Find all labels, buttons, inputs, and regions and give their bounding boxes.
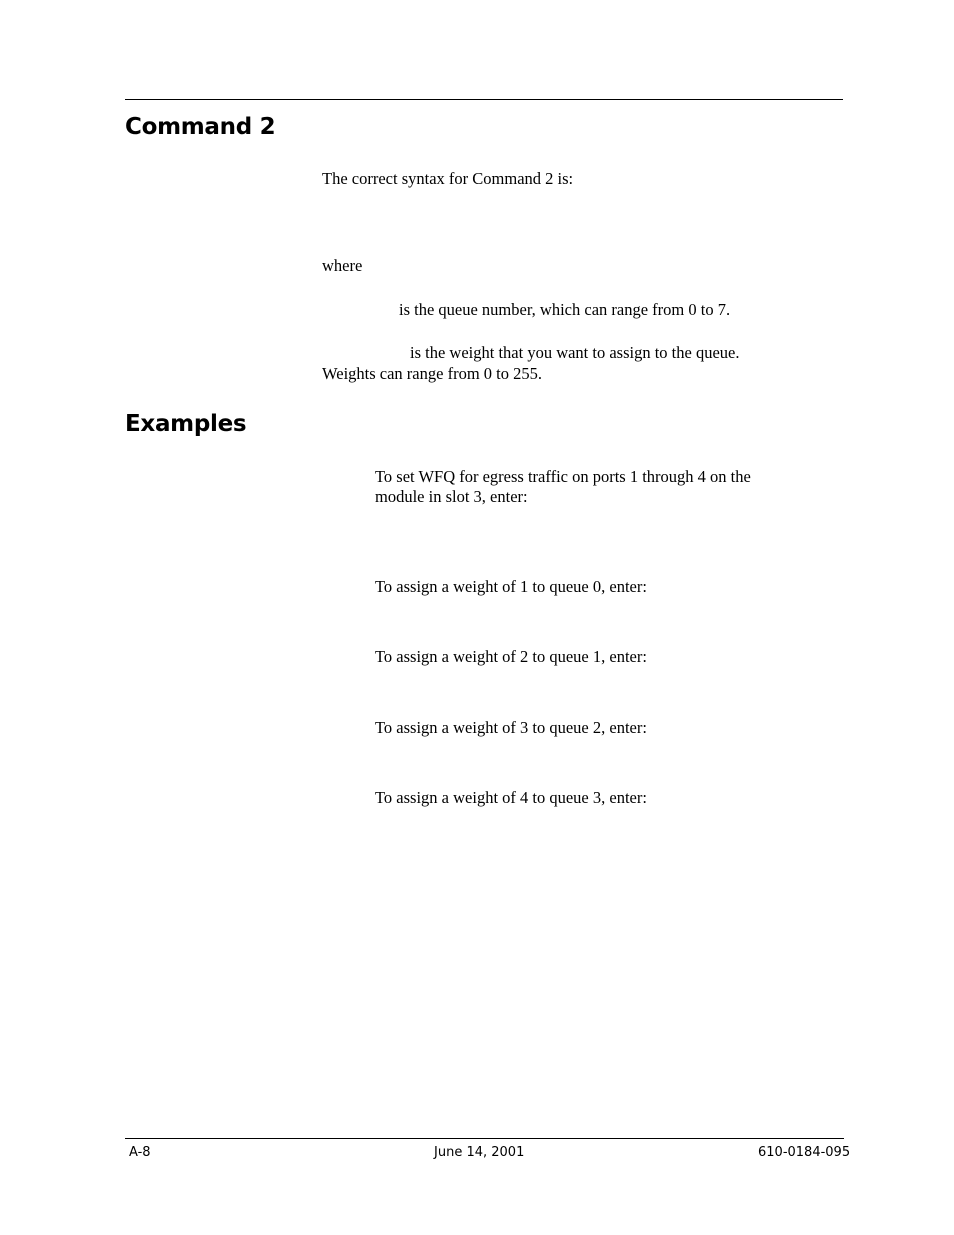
param-weight-description-line2: Weights can range from 0 to 255. <box>322 364 542 383</box>
footer-doc-number: 610-0184-095 <box>758 1145 851 1160</box>
footer-page-number: A-8 <box>129 1145 151 1160</box>
example-weight-queue-0: To assign a weight of 1 to queue 0, enter: <box>375 577 647 596</box>
example-wfq-line2: module in slot 3, enter: <box>375 487 528 506</box>
examples-heading: Examples <box>125 411 247 437</box>
bottom-rule <box>125 1138 844 1139</box>
example-weight-queue-1: To assign a weight of 2 to queue 1, enter: <box>375 647 647 666</box>
example-wfq-line1: To set WFQ for egress traffic on ports 1 through 4 on the <box>375 467 751 486</box>
command-heading: Command 2 <box>125 114 276 140</box>
example-weight-queue-2: To assign a weight of 3 to queue 2, enter: <box>375 718 647 737</box>
param-weight-description-line1: is the weight that you want to assign to the queue. <box>410 343 740 362</box>
top-rule <box>125 99 843 100</box>
example-weight-queue-3: To assign a weight of 4 to queue 3, enter: <box>375 788 647 807</box>
where-label: where <box>322 256 363 275</box>
param-queue-description: is the queue number, which can range from 0 to 7. <box>399 300 731 319</box>
syntax-intro: The correct syntax for Command 2 is: <box>322 169 574 188</box>
footer-date: June 14, 2001 <box>434 1145 525 1160</box>
